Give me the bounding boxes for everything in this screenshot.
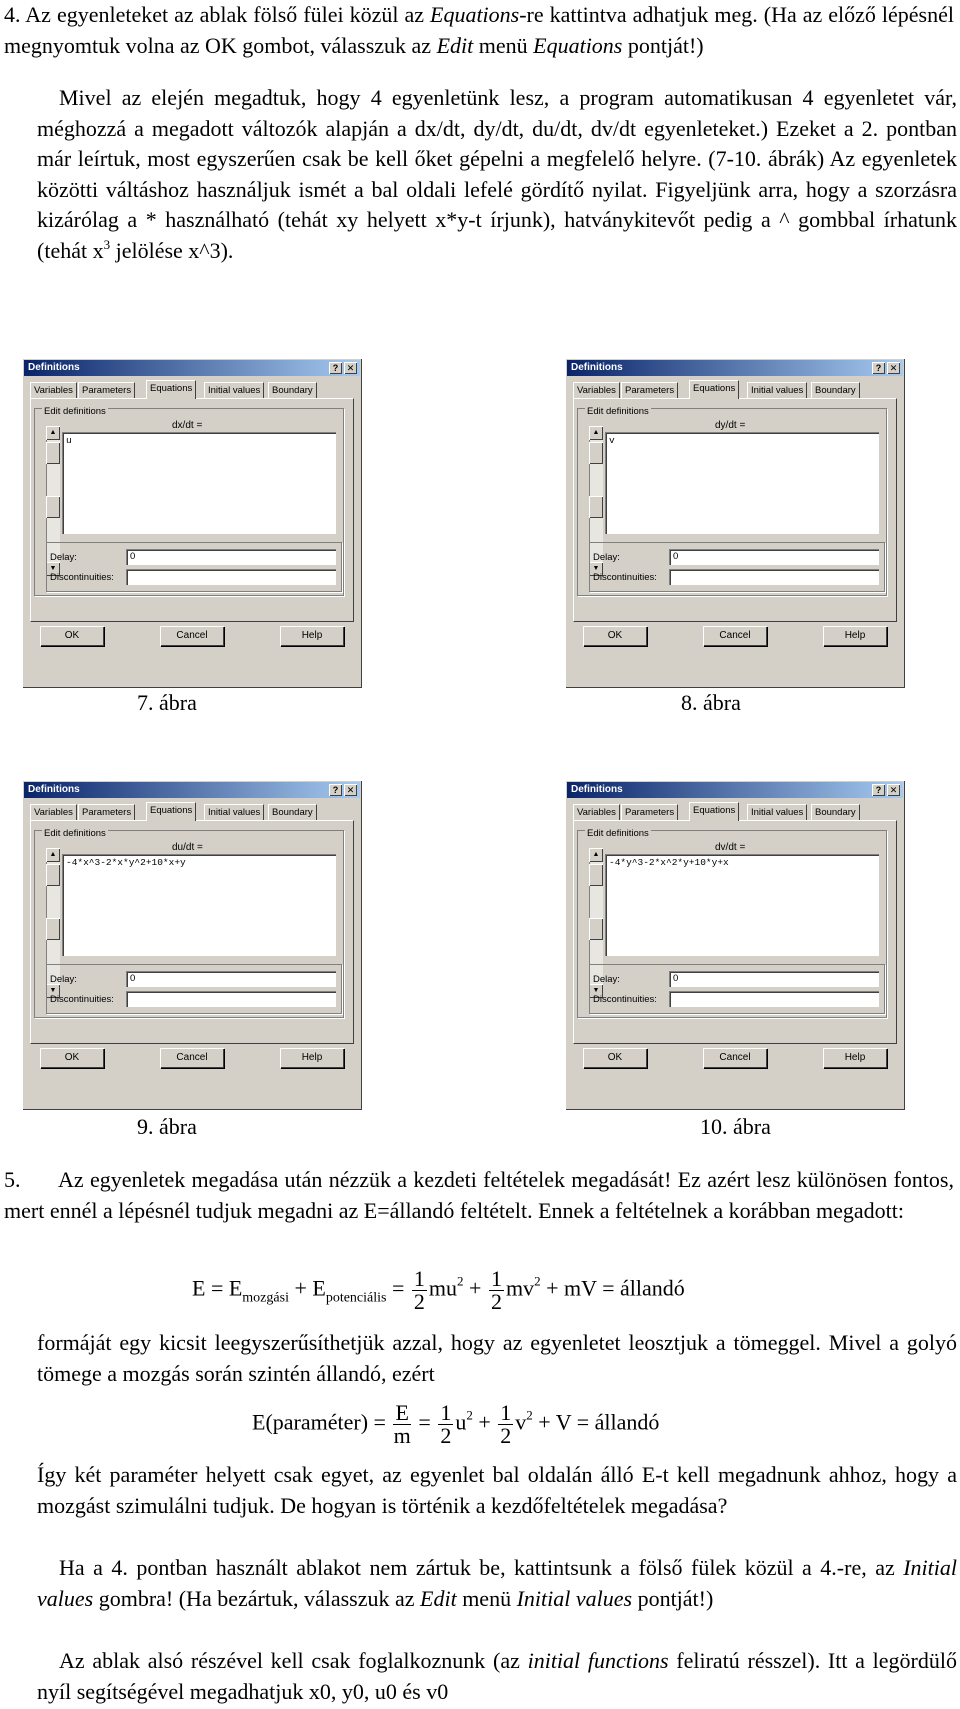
- close-icon[interactable]: ✕: [887, 784, 900, 796]
- para4-text: menü: [473, 32, 534, 58]
- cancel-button[interactable]: Cancel: [703, 626, 767, 646]
- equation-input[interactable]: -4*y^3-2*x^2*y+10*y+x: [605, 854, 879, 956]
- fraction: [498, 1402, 513, 1447]
- dialog-titlebar: [24, 360, 360, 376]
- tab-4[interactable]: Boundary: [811, 804, 860, 820]
- equation-label: du/dt =: [172, 842, 203, 853]
- scroll-up-icon[interactable]: ▲: [46, 848, 60, 862]
- figure-caption: 10. ábra: [700, 1114, 771, 1139]
- formula-text: + mV = állandó: [540, 1275, 685, 1301]
- cancel-button[interactable]: Cancel: [160, 1048, 224, 1068]
- formula-exponent: 2: [457, 1273, 464, 1289]
- parameter-formula: E(paraméter) = $\frac{E}{m}$ = $\frac{1}{2}$ $u^2$ + $\frac{1}{2}$ $v^2 + V$ = állandó: [252, 1400, 660, 1448]
- paragraph-simplify: [37, 1328, 957, 1389]
- formula-text: =: [412, 1409, 437, 1435]
- ok-button[interactable]: OK: [583, 626, 647, 646]
- ok-button[interactable]: OK: [583, 1048, 647, 1068]
- tab-3[interactable]: Initial values: [204, 804, 264, 820]
- fraction-den: m: [393, 1423, 411, 1448]
- formula-text: u: [455, 1409, 467, 1435]
- tab-1[interactable]: Parameters: [621, 804, 678, 820]
- energy-formula: $E = E_{mozgási} + E_{potenciális}$ = $\frac{1}{2}$ $mu^2$ + $\frac{1}{2}$ $mv^2$ + mV = állandó: [192, 1266, 685, 1314]
- paragraph-5: [4, 1165, 954, 1226]
- help-button[interactable]: Help: [823, 1048, 887, 1068]
- dialog-titlebar: [567, 782, 903, 798]
- ok-button[interactable]: OK: [40, 626, 104, 646]
- dialog-title: Definitions: [28, 362, 80, 373]
- delay-label: Delay:: [50, 552, 77, 563]
- para4-text: 4. Az egyenleteket az ablak fölső fülei közül az: [4, 2, 430, 27]
- discontinuities-label: Discontinuities:: [593, 572, 657, 583]
- help-button[interactable]: Help: [823, 626, 887, 646]
- formula-text: mu: [428, 1275, 458, 1301]
- formula-text: mv: [505, 1275, 535, 1301]
- tab-1[interactable]: Parameters: [621, 382, 678, 398]
- scroll-thumb[interactable]: [589, 864, 603, 886]
- paragraph-bottom: [37, 1646, 957, 1707]
- dialog-title: Definitions: [28, 784, 80, 795]
- para-text: formáját egy kicsit leegyszerűsíthetjük azzal, hogy az egyenletet leosztjuk a tömeggel. Mivel a golyó tömege a mozgás során szintén állandó, ezért: [37, 1330, 957, 1386]
- help-icon[interactable]: ?: [329, 362, 342, 374]
- paragraph-4: [4, 0, 954, 61]
- para-text: menü: [456, 1585, 517, 1611]
- para-text: Ha a 4. pontban használt ablakot nem zártuk be, kattintsunk a fölső fülek közül a 4.-re, az: [59, 1555, 904, 1580]
- delay-input[interactable]: 0: [669, 971, 879, 987]
- help-icon[interactable]: ?: [872, 362, 885, 374]
- para4-text: pontját!): [622, 32, 704, 58]
- delay-input[interactable]: 0: [126, 549, 336, 565]
- formula-subscript: mozgási: [242, 1290, 289, 1306]
- formula-text: + V = állandó: [532, 1409, 660, 1435]
- tab-1[interactable]: Parameters: [78, 382, 135, 398]
- tab-4[interactable]: Boundary: [268, 804, 317, 820]
- delay-input[interactable]: 0: [669, 549, 879, 565]
- para-text: Mivel az elején megadtuk, hogy 4 egyenletünk lesz, a program automatikusan 4 egyenletet vár, méghozzá a megadott változók alapján a dx/dt, dy/dt, du/dt, dv/dt egyenleteket.) Ezeket a 2. pontban már leírtuk, most egyszerűen csak be kell őket gépelni a megfelelő helyre. (7-10. ábrák) Az egyenletek közötti váltáshoz használjuk ismét a bal oldali lefelé gördítő nyilat. Figyeljünk arra, hogy a szorzásra kizárólag a * használható (tehát xy helyett x*y-t írjunk), hatványkitevőt pedig a ^ gombbal írhatunk (tehát x: [37, 85, 957, 263]
- cancel-button[interactable]: Cancel: [703, 1048, 767, 1068]
- para-text: feliratú résszel). Itt a legördülő nyíl segítségével megadhatjuk x0, y0, u0 és v0: [37, 1648, 957, 1704]
- group-label: Edit definitions: [44, 406, 106, 417]
- close-icon[interactable]: ✕: [887, 362, 900, 374]
- equation-label: dx/dt =: [172, 420, 203, 431]
- definitions-dialog: [565, 358, 905, 688]
- cancel-button[interactable]: Cancel: [160, 626, 224, 646]
- discontinuities-label: Discontinuities:: [50, 994, 114, 1005]
- help-icon[interactable]: ?: [329, 784, 342, 796]
- help-button[interactable]: Help: [280, 626, 344, 646]
- scroll-thumb[interactable]: [589, 918, 603, 940]
- tab-0[interactable]: Variables: [30, 382, 77, 398]
- fraction-num: 1: [500, 1400, 512, 1425]
- delay-input[interactable]: 0: [126, 971, 336, 987]
- discontinuities-input[interactable]: [126, 569, 336, 585]
- para-text: jelölése x^3).: [110, 237, 234, 263]
- fraction: [438, 1402, 453, 1447]
- formula-text: E = E: [192, 1275, 243, 1301]
- ok-button[interactable]: OK: [40, 1048, 104, 1068]
- delay-label: Delay:: [593, 552, 620, 563]
- close-icon[interactable]: ✕: [344, 362, 357, 374]
- para-text: Az ablak alsó részével kell csak foglalkoznunk (az: [59, 1648, 528, 1673]
- formula-text: =: [386, 1275, 410, 1301]
- figure-caption: 9. ábra: [137, 1114, 197, 1139]
- scroll-thumb[interactable]: [46, 442, 60, 464]
- para5-text: Az egyenletek megadása után nézzük a kezdeti feltételek megadását! Ez azért lesz különösen fontos, mert ennél a lépésnél tudjuk megadni az E=állandó feltételt. Ennek a feltételnek a korábban megadott:: [4, 1167, 954, 1223]
- dialog-title: Definitions: [571, 362, 623, 373]
- scroll-thumb[interactable]: [46, 864, 60, 886]
- formula-exponent: 2: [526, 1407, 533, 1423]
- fraction-den: 2: [413, 1289, 425, 1314]
- figure-caption: 8. ábra: [681, 690, 741, 715]
- tab-2[interactable]: Equations: [146, 380, 196, 399]
- para-em: Initial values: [516, 1585, 633, 1611]
- discontinuities-label: Discontinuities:: [50, 572, 114, 583]
- tab-strip: [30, 380, 354, 398]
- definitions-dialog: [22, 780, 362, 1110]
- formula-exponent: 2: [534, 1273, 541, 1289]
- tab-strip: [573, 802, 897, 820]
- paragraph-one-param: [37, 1460, 957, 1521]
- fraction: [489, 1268, 504, 1313]
- fraction-num: E: [395, 1400, 409, 1425]
- delay-label: Delay:: [50, 974, 77, 985]
- tab-3[interactable]: Initial values: [747, 382, 807, 398]
- scroll-up-icon[interactable]: ▲: [46, 426, 60, 440]
- scroll-up-icon[interactable]: ▲: [589, 848, 603, 862]
- discontinuities-input[interactable]: [126, 991, 336, 1007]
- formula-text: v: [515, 1409, 527, 1435]
- formula-text: E(paraméter) =: [252, 1409, 392, 1435]
- tab-0[interactable]: Variables: [573, 382, 620, 398]
- fraction: [412, 1268, 427, 1313]
- scroll-thumb[interactable]: [589, 442, 603, 464]
- tab-strip: [573, 380, 897, 398]
- tab-0[interactable]: Variables: [573, 804, 620, 820]
- superscript: 3: [103, 236, 111, 252]
- group-label: Edit definitions: [587, 406, 649, 417]
- formula-text: + E: [288, 1275, 326, 1301]
- para-text: pontját!): [632, 1585, 714, 1611]
- figure-caption: 7. ábra: [137, 690, 197, 715]
- scroll-thumb[interactable]: [589, 496, 603, 518]
- para4-text: -re kattintva adhatjuk meg. (Ha az előző lépésnél megnyomtuk volna az OK gombot, válasszuk az: [4, 2, 954, 58]
- dialog-titlebar: [24, 782, 360, 798]
- fraction-den: 2: [500, 1423, 512, 1448]
- fraction-den: 2: [440, 1423, 452, 1448]
- para-em: Initial values: [37, 1555, 957, 1611]
- tab-2[interactable]: Equations: [689, 802, 739, 821]
- tab-1[interactable]: Parameters: [78, 804, 135, 820]
- help-icon[interactable]: ?: [872, 784, 885, 796]
- scroll-down-icon[interactable]: ▼: [46, 984, 60, 998]
- tab-strip: [30, 802, 354, 820]
- equation-input[interactable]: v: [605, 432, 879, 534]
- para-em: initial functions: [527, 1648, 669, 1673]
- fraction-den: 2: [490, 1289, 502, 1314]
- equation-label: dv/dt =: [715, 842, 746, 853]
- para4-em: Equations: [430, 2, 520, 27]
- tab-3[interactable]: Initial values: [204, 382, 264, 398]
- para-text: gombra! (Ha bezártuk, válasszuk az: [93, 1585, 421, 1611]
- para4-em: Equations: [533, 32, 623, 58]
- definitions-dialog: [565, 780, 905, 1110]
- para-em: Edit: [420, 1585, 457, 1611]
- formula-subscript: potenciális: [325, 1290, 387, 1306]
- close-icon[interactable]: ✕: [344, 784, 357, 796]
- tab-2[interactable]: Equations: [689, 380, 739, 399]
- tab-2[interactable]: Equations: [146, 802, 196, 821]
- fraction-num: 1: [440, 1400, 452, 1425]
- fraction-num: 1: [490, 1266, 502, 1291]
- tab-4[interactable]: Boundary: [811, 382, 860, 398]
- para4-em: Edit: [436, 32, 474, 58]
- discontinuities-label: Discontinuities:: [593, 994, 657, 1005]
- equation-input[interactable]: u: [62, 432, 336, 534]
- fraction: [393, 1402, 410, 1447]
- dialog-title: Definitions: [571, 784, 623, 795]
- scroll-thumb[interactable]: [46, 918, 60, 940]
- fraction-num: 1: [413, 1266, 425, 1291]
- equation-input[interactable]: -4*x^3-2*x*y^2+10*x+y: [62, 854, 336, 956]
- group-label: Edit definitions: [587, 828, 649, 839]
- delay-label: Delay:: [593, 974, 620, 985]
- tab-3[interactable]: Initial values: [747, 804, 807, 820]
- scroll-down-icon[interactable]: ▼: [589, 562, 603, 576]
- discontinuities-input[interactable]: [669, 991, 879, 1007]
- tab-0[interactable]: Variables: [30, 804, 77, 820]
- scroll-up-icon[interactable]: ▲: [589, 426, 603, 440]
- paragraph-equations-intro: [37, 83, 957, 266]
- scroll-thumb[interactable]: [46, 496, 60, 518]
- group-label: Edit definitions: [44, 828, 106, 839]
- formula-exponent: 2: [466, 1407, 473, 1423]
- paragraph-initial-values: [37, 1553, 957, 1614]
- equation-label: dy/dt =: [715, 420, 746, 431]
- para5-number: 5.: [4, 1167, 21, 1192]
- discontinuities-input[interactable]: [669, 569, 879, 585]
- para-text: Így két paraméter helyett csak egyet, az egyenlet bal oldalán álló E-t kell megadnunk ahhoz, hogy a mozgást szimulálni tudjuk. De hogyan is történik a kezdőfeltételek megadása?: [37, 1462, 957, 1518]
- help-button[interactable]: Help: [280, 1048, 344, 1068]
- tab-4[interactable]: Boundary: [268, 382, 317, 398]
- scroll-down-icon[interactable]: ▼: [46, 562, 60, 576]
- dialog-titlebar: [567, 360, 903, 376]
- scroll-down-icon[interactable]: ▼: [589, 984, 603, 998]
- definitions-dialog: [22, 358, 362, 688]
